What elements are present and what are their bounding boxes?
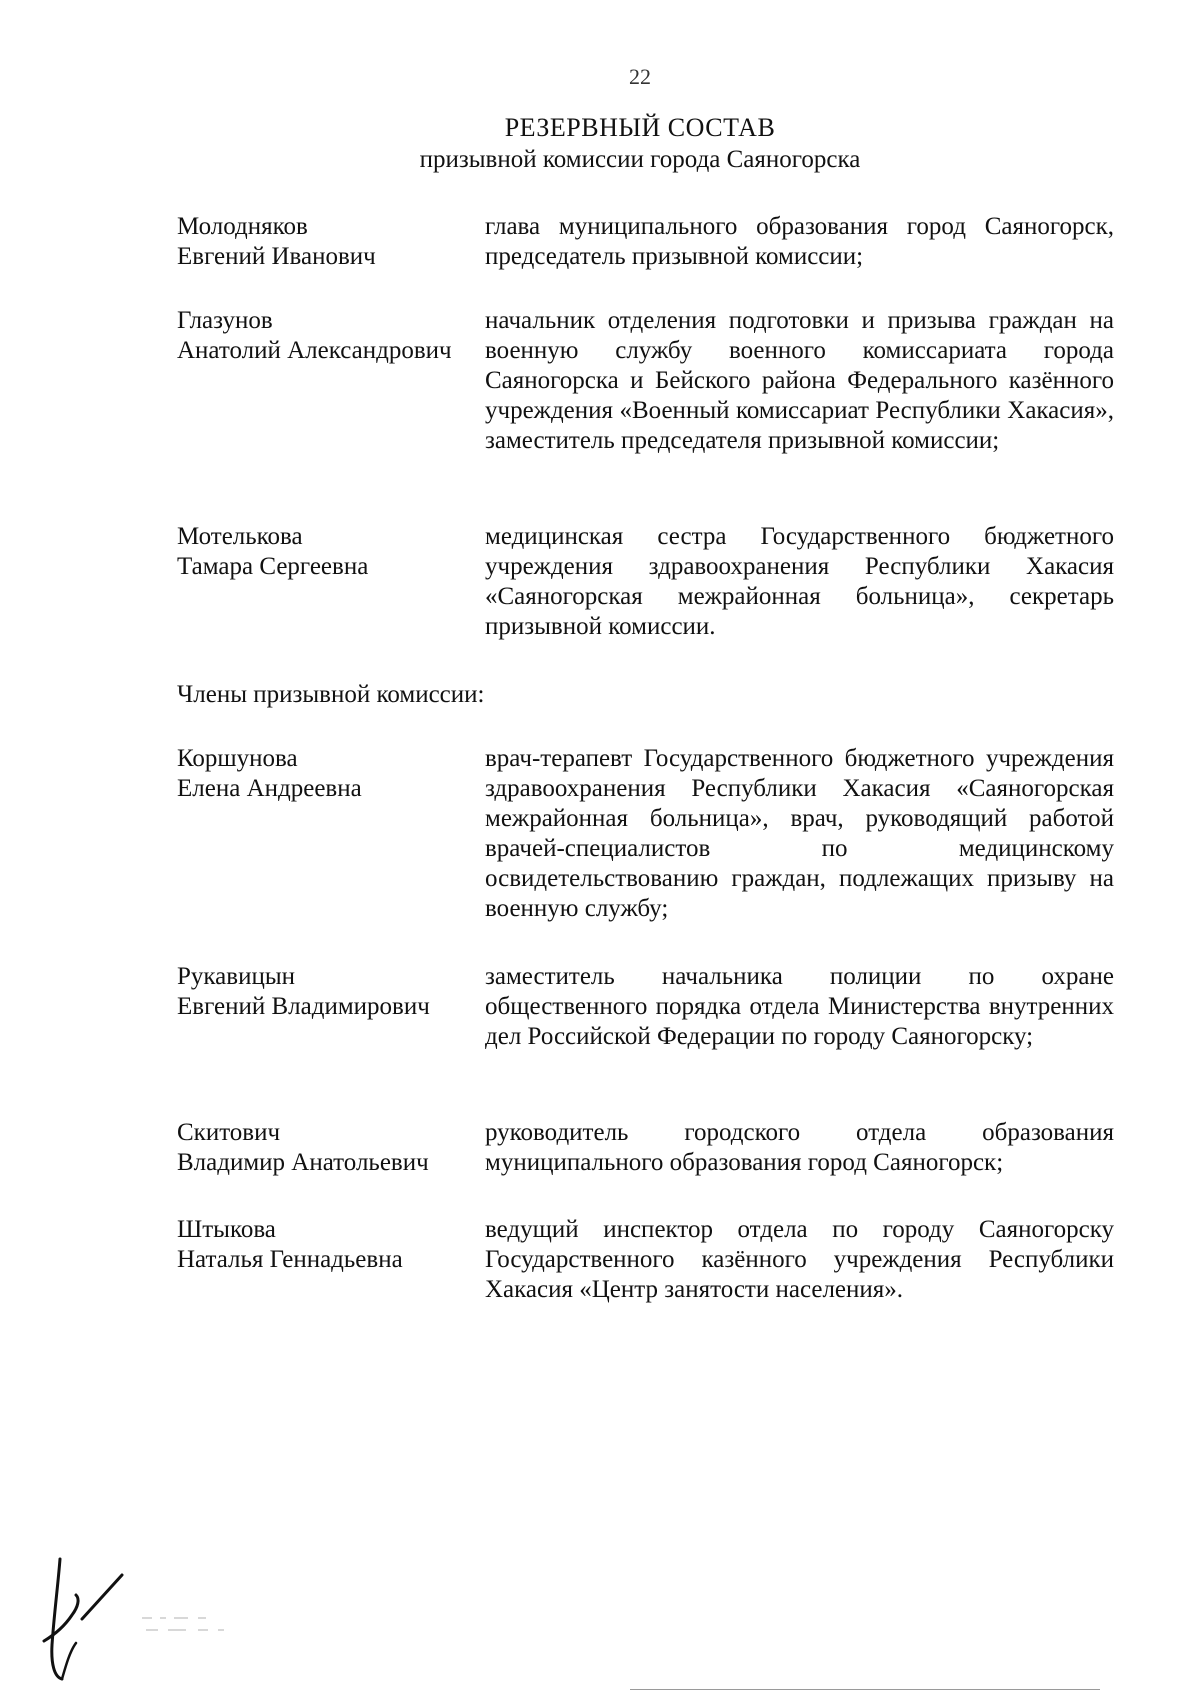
- person-surname: Штыкова: [177, 1216, 276, 1243]
- member-entry: [177, 1215, 1114, 1305]
- document-subtitle: призывной комиссии города Саяногорска: [419, 146, 861, 173]
- person-given-names: Евгений Владимирович: [177, 993, 430, 1020]
- person-name: [177, 1215, 485, 1305]
- person-entry-chairman: [177, 212, 1114, 272]
- person-name: [177, 744, 485, 924]
- member-entry: [177, 1118, 1114, 1178]
- person-entry-deputy-chairman: [177, 306, 1114, 456]
- person-name: [177, 306, 485, 456]
- scan-edge-line: [630, 1689, 1100, 1690]
- page-number: 22: [629, 64, 651, 89]
- person-role: врач-терапевт Государственного бюджетного учреждения здравоохранения Республики Хакасия «Саяногорская межрайонная больница», врач, руководящий работой врачей-специалистов по медицинскому освидетельствованию граждан, подлежащих призыву на военную службу;: [485, 745, 1114, 922]
- person-role: медицинская сестра Государственного бюджетного учреждения здравоохранения Республики Хакасия «Саяногорская межрайонная больница», секретарь призывной комиссии.: [485, 523, 1114, 640]
- member-entry: [177, 962, 1114, 1052]
- members-section-label: Члены призывной комиссии:: [177, 681, 485, 708]
- faint-stamp-mark: [138, 1610, 278, 1640]
- person-given-names: Анатолий Александрович: [177, 337, 452, 364]
- person-given-names: Владимир Анатольевич: [177, 1149, 429, 1176]
- person-given-names: Елена Андреевна: [177, 775, 362, 802]
- person-role: глава муниципального образования город Саяногорск, председатель призывной комиссии;: [485, 213, 1114, 270]
- person-role: руководитель городского отдела образования муниципального образования город Саяногорск;: [485, 1119, 1114, 1176]
- person-role: заместитель начальника полиции по охране общественного порядка отдела Министерства внутренних дел Российской Федерации по городу Саяногорску;: [485, 963, 1114, 1050]
- person-name: [177, 522, 485, 642]
- title-block: [0, 112, 1200, 176]
- person-surname: Скитович: [177, 1119, 281, 1146]
- person-surname: Коршунова: [177, 745, 298, 772]
- person-role: ведущий инспектор отдела по городу Саяногорску Государственного казённого учреждения Республики Хакасия «Центр занятости населения».: [485, 1216, 1114, 1303]
- person-surname: Молодняков: [177, 213, 308, 240]
- handwritten-signature: [40, 1555, 140, 1685]
- person-surname: Рукавицын: [177, 963, 296, 990]
- person-given-names: Наталья Геннадьевна: [177, 1246, 403, 1273]
- person-name: [177, 1118, 485, 1178]
- person-surname: Мотелькова: [177, 523, 303, 550]
- person-name: [177, 962, 485, 1052]
- document-title: РЕЗЕРВНЫЙ СОСТАВ: [504, 113, 776, 142]
- person-name: [177, 212, 485, 272]
- person-surname: Глазунов: [177, 307, 273, 334]
- person-given-names: Евгений Иванович: [177, 243, 376, 270]
- member-entry: [177, 744, 1114, 924]
- person-role: начальник отделения подготовки и призыва граждан на военную службу военного комиссариата города Саяногорска и Бейского района Федерального казённого учреждения «Военный комиссариат Республики Хакасия», заместитель председателя призывной комиссии;: [485, 307, 1114, 454]
- person-entry-secretary: [177, 522, 1114, 642]
- person-given-names: Тамара Сергеевна: [177, 553, 369, 580]
